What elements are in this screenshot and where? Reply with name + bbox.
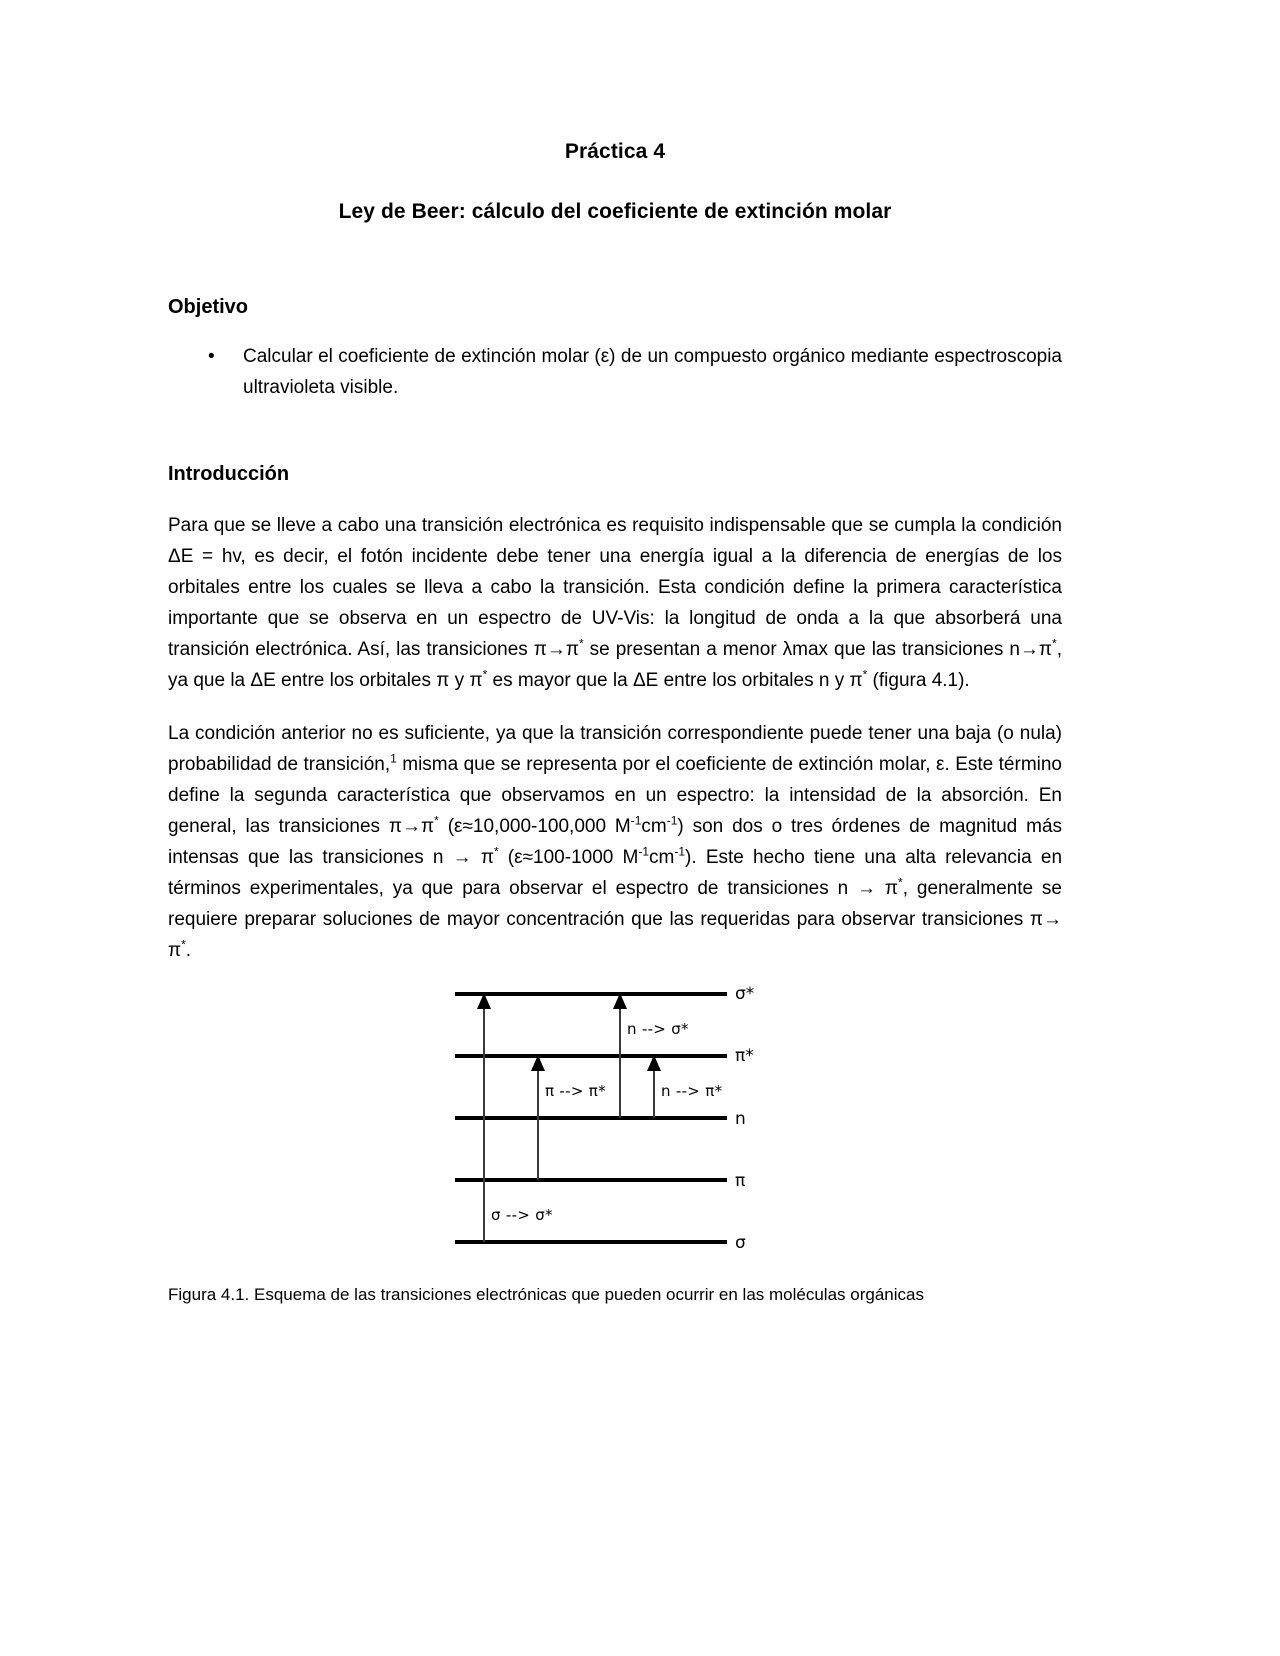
par1-segment-2: se presentan a menor λmax que las transiciones n→π	[583, 639, 1053, 660]
transition-label-sigma-to-sigma-star: σ --> σ*	[491, 1206, 553, 1224]
transition-label-pi-to-pi-star: π --> π*	[545, 1082, 606, 1100]
transition-label-n-to-sigma-star: n --> σ*	[627, 1020, 689, 1038]
par1-asterisk-1: *	[579, 636, 584, 651]
document-content	[168, 0, 1062, 1308]
section-heading-objetivo: Objetivo	[168, 296, 249, 318]
level-line-sigma	[455, 1240, 727, 1244]
figure-4-1	[168, 984, 1062, 1253]
level-line-pi-star	[455, 1054, 727, 1058]
page-title-line-1: Práctica 4	[564, 140, 666, 163]
transition-arrow-sigma-to-sigma-star	[483, 994, 485, 1242]
level-label-pi: π	[735, 1171, 746, 1191]
par2-asterisk-1: *	[434, 813, 439, 828]
par2-segment-6: (ε≈100-1000 M	[498, 847, 639, 868]
par2-asterisk-3: *	[898, 875, 903, 890]
par2-segment-5: ) son dos o tres órdenes de magnitud más intensas que las transiciones n → π	[168, 816, 1063, 868]
par2-segment-3: (ε≈10,000-100,000 M	[438, 816, 631, 837]
par2-unit-exponent-1: -1	[630, 813, 642, 828]
par1-segment-5: (figura 4.1).	[867, 670, 970, 691]
par1-asterisk-4: *	[862, 667, 868, 682]
par1-asterisk-3: *	[482, 667, 488, 682]
intro-paragraph-2	[168, 718, 1062, 966]
par2-unit-exponent-3: -1	[638, 844, 650, 859]
par2-unit-exponent-2: -1	[666, 813, 678, 828]
list-item	[168, 341, 1062, 403]
par2-segment-8: ). Este hecho tiene una alta relevancia en términos experimentales, ya que para observar el espectro de transiciones n → π	[168, 847, 1063, 899]
intro-paragraph-1	[168, 510, 1062, 696]
objetivo-bullet-text: Calcular el coeficiente de extinción molar (ε) de un compuesto orgánico mediante espectroscopia ultravioleta visible.	[243, 346, 1062, 398]
transition-arrow-n-to-sigma-star	[619, 994, 621, 1118]
level-line-pi	[455, 1178, 727, 1182]
transition-label-n-to-pi-star: n --> π*	[661, 1082, 723, 1100]
par2-segment-9: , generalmente se requiere preparar soluciones de mayor concentración que las requeridas para observar transiciones π→ π	[168, 878, 1063, 961]
par1-asterisk-2: *	[1052, 636, 1057, 651]
level-label-n: n	[735, 1109, 746, 1129]
level-line-sigma-star	[455, 992, 727, 996]
par2-segment-1: La condición anterior no es suficiente, ya que la transición correspondiente puede tener una baja (o nula) probabilidad de transición,	[168, 723, 1062, 775]
level-label-sigma: σ	[735, 1233, 746, 1253]
energy-level-diagram	[455, 984, 775, 1253]
par2-segment-2: misma que se representa por el coeficiente de extinción molar, ε. Este término define la segunda característica que observamos en un espectro: la intensidad de la absorción. En general, las transiciones π→π	[168, 754, 1062, 837]
page-title-line-2: Ley de Beer: cálculo del coeficiente de extinción molar	[338, 200, 892, 223]
figure-caption: Figura 4.1. Esquema de las transiciones electrónicas que pueden ocurrir en las moléculas orgánicas	[168, 1285, 924, 1304]
level-line-n	[455, 1116, 727, 1120]
level-label-sigma-star: σ*	[735, 984, 755, 1004]
par2-asterisk-2: *	[493, 844, 499, 859]
bullet-glyph-icon: •	[208, 346, 215, 367]
par2-asterisk-4: *	[181, 937, 186, 952]
par1-segment-4: es mayor que la ΔE entre los orbitales n y π	[487, 670, 863, 691]
transition-arrow-n-to-pi-star	[653, 1056, 655, 1118]
par2-segment-7: cm	[649, 847, 675, 868]
objetivo-bullet-list	[168, 341, 1062, 403]
par2-segment-4: cm	[641, 816, 667, 837]
par1-segment-3: , ya que la ΔE entre los orbitales π y π	[168, 639, 1062, 691]
par1-segment-1: Para que se lleve a cabo una transición electrónica es requisito indispensable que se cumpla la condición ΔE = hv, es decir, el fotón incidente debe tener una energía igual a la diferencia de energías de los orbitales entre los cuales se lleva a cabo la transición. Esta condición define la primera característica importante que se observa en un espectro de UV-Vis: la longitud de onda a la que absorberá una transición electrónica. Así, las transiciones π→π	[168, 515, 1062, 660]
footnote-reference-1[interactable]: 1	[390, 751, 397, 766]
transition-arrow-pi-to-pi-star	[537, 1056, 539, 1180]
section-heading-introduccion: Introducción	[168, 463, 290, 485]
par2-unit-exponent-4: -1	[674, 844, 686, 859]
par2-segment-10: .	[185, 940, 192, 961]
level-label-pi-star: π*	[735, 1046, 754, 1066]
